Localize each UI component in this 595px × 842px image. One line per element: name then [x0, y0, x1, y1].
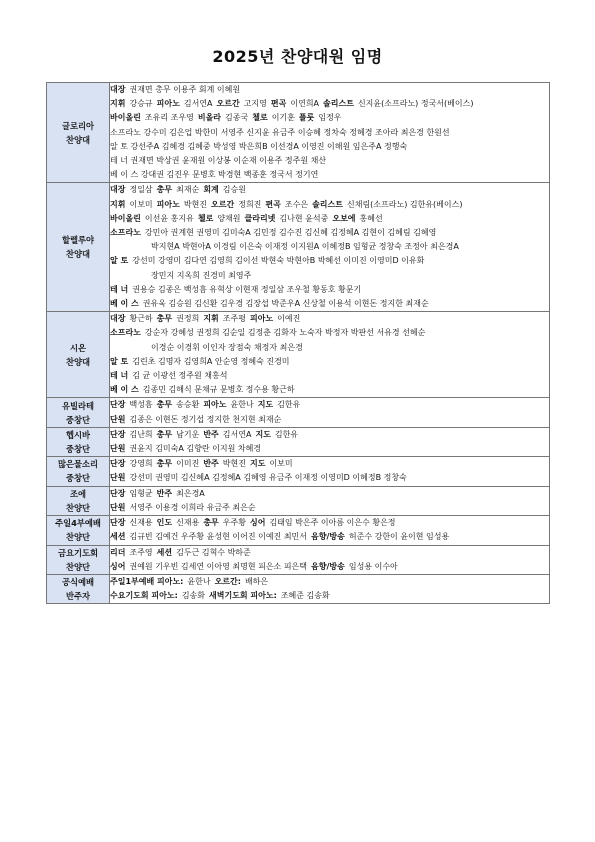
role-label: 베 이 스 — [110, 385, 139, 395]
group-members-cell — [110, 516, 550, 545]
group-name-text: 찬양단 — [65, 561, 91, 572]
member-names: 김린초 김명자 김영희A 안순영 정혜숙 진경미 — [132, 356, 290, 366]
role-label: 솔리스트 — [323, 99, 354, 109]
member-line — [110, 341, 549, 355]
role-label: 테 너 — [110, 284, 129, 294]
member-names: 김종은 이현돈 정기섭 정지한 천지현 최재순 — [129, 414, 282, 424]
member-names: 윤한나 — [187, 576, 211, 586]
member-names: 이연희A — [290, 99, 320, 109]
role-label: 싱어 — [249, 518, 266, 528]
group-name-cell — [47, 312, 110, 398]
member-names: 양채원 — [217, 213, 241, 223]
member-names: 박지현A 박현아A 이경림 이은숙 이재정 이지원A 이혜정B 임형균 정창숙 조정아 최은경A — [151, 242, 459, 252]
role-label: 지휘 — [110, 199, 126, 209]
member-names: 남기운 — [176, 429, 200, 439]
member-names: 김한유 — [274, 429, 299, 439]
member-names: 김한유 — [277, 400, 301, 410]
member-line — [110, 487, 549, 501]
group-members-cell — [110, 312, 550, 398]
member-names: 김규빈 김예건 우주황 윤성현 이어진 이예진 최민서 — [129, 532, 308, 542]
member-line — [110, 312, 549, 326]
group-members-cell — [110, 574, 550, 603]
member-names: 윤한나 — [230, 400, 254, 410]
member-names: 김난희 — [129, 429, 153, 439]
group-name-cell — [47, 516, 110, 545]
role-label: 총무 — [156, 314, 173, 324]
member-names: 임성용 이수아 — [348, 561, 398, 571]
role-label: 솔리스트 — [312, 199, 343, 209]
member-names: 배하은 — [244, 576, 269, 586]
group-members-cell — [110, 83, 550, 183]
member-line — [110, 398, 549, 412]
choir-group-row — [47, 486, 550, 515]
member-line — [110, 457, 549, 471]
choir-group-row — [47, 457, 550, 486]
member-names: 조주영 — [129, 547, 153, 557]
role-label: 첼로 — [197, 213, 214, 223]
group-name-cell — [47, 545, 110, 574]
member-line — [110, 183, 549, 197]
role-label: 싱어 — [110, 561, 126, 571]
member-names: 정일삼 — [129, 185, 153, 195]
group-name-text: 중창단 — [65, 473, 91, 484]
role-label: 소프라노 — [110, 328, 141, 338]
role-label: 소프라노 — [110, 228, 141, 238]
group-name-text: 찬양대 — [65, 134, 91, 145]
role-label: 음향/방송 — [311, 532, 345, 542]
member-line — [110, 254, 549, 268]
group-name-text: 반주자 — [65, 591, 91, 602]
member-names: 신지윤(소프라노) 정국서(베이스) — [357, 99, 474, 109]
group-name-cell — [47, 398, 110, 427]
member-names: 최재순 — [176, 185, 200, 195]
member-line — [110, 240, 549, 254]
role-label: 단원 — [110, 502, 126, 512]
role-label: 총무 — [156, 429, 173, 439]
member-names: 권유욱 김승원 김신환 김우경 김장섭 박준우A 신상철 이용석 이현돈 정지한 최재순 — [142, 299, 429, 309]
group-name-text: 찬양단 — [65, 532, 91, 543]
member-names: 강영희 — [129, 459, 153, 469]
role-label: 편곡 — [270, 99, 287, 109]
role-label: 세션 — [156, 547, 173, 557]
member-names: 김태임 박은주 이아름 이은수 황은정 — [269, 518, 396, 528]
member-line — [110, 226, 549, 240]
role-label: 베 이 스 — [110, 299, 139, 309]
role-label: 클라리넷 — [244, 213, 276, 223]
member-names: 최은경A — [176, 488, 205, 498]
member-names: 권용승 김종은 백성흠 유혁상 이현재 정일삼 조우철 황동호 황문기 — [132, 284, 362, 294]
group-name-text: 금요기도회 — [57, 547, 99, 558]
member-line — [110, 369, 549, 383]
group-name-cell — [47, 486, 110, 515]
role-label: 테 너 — [110, 371, 129, 381]
role-label: 수요기도회 피아노: — [110, 591, 178, 601]
member-line — [110, 383, 549, 397]
choir-group-row — [47, 545, 550, 574]
member-names: 박현진 — [183, 199, 208, 209]
role-label: 단장 — [110, 518, 126, 528]
role-label: 오르간: — [214, 576, 241, 586]
member-names: 김승원 — [222, 185, 246, 195]
member-line — [110, 326, 549, 340]
group-name-cell — [47, 427, 110, 456]
choir-group-row — [47, 398, 550, 427]
member-line — [110, 530, 549, 544]
role-label: 오르간 — [216, 99, 240, 109]
member-names: 강선미 권영미 김신혜A 김정혜A 김혜영 유금주 이재정 이영미D 이혜정B 정창숙 — [129, 473, 407, 483]
member-names: 송승환 — [176, 400, 200, 410]
member-names: 신재용 — [176, 518, 200, 528]
member-line — [110, 198, 549, 212]
choir-group-row — [47, 516, 550, 545]
role-label: 지도 — [249, 459, 266, 469]
role-label: 대장 — [110, 85, 126, 94]
role-label: 피아노 — [249, 314, 274, 324]
group-members-cell — [110, 427, 550, 456]
role-label: 단장 — [110, 429, 126, 439]
role-label: 플룻 — [298, 113, 315, 123]
member-line — [110, 269, 549, 283]
role-label: 주일1부예배 피아노: — [110, 576, 184, 586]
member-names: 강민아 권계현 권영미 김미숙A 김민정 김수진 김신혜 김정혜A 김현이 김혜림 김혜영 — [144, 228, 437, 238]
member-names: 이기훈 — [271, 113, 295, 123]
group-members-cell — [110, 183, 550, 312]
role-label: 바이올린 — [110, 213, 141, 223]
role-label: 새벽기도회 피아노: — [209, 591, 277, 601]
role-label: 리더 — [110, 547, 126, 557]
member-names: 베 이 스 강대권 김진우 문병호 박경현 백종훈 정국서 정기연 — [110, 170, 319, 180]
group-name-text: 할렐루야 — [61, 235, 95, 246]
role-label: 알 토 — [110, 256, 129, 266]
member-names: 이경순 이경휘 이인자 장점숙 채정자 최은경 — [151, 342, 303, 352]
member-names: 김송화 — [181, 591, 205, 601]
member-line — [110, 413, 549, 427]
member-names: 강승규 — [129, 99, 153, 109]
member-names: 권윤지 김미숙A 김향란 이지원 차혜경 — [129, 444, 262, 454]
role-label: 지휘 — [203, 314, 219, 324]
member-names: 허준수 강한이 윤이현 임성용 — [348, 532, 450, 542]
member-line — [110, 471, 549, 485]
group-name-text: 중창단 — [65, 444, 91, 455]
member-names: 김나현 윤석중 — [279, 213, 329, 223]
member-names: 이보미 — [269, 459, 293, 469]
member-names: 임형균 — [129, 488, 153, 498]
member-names: 이선윤 홍지유 — [144, 213, 194, 223]
group-name-text: 유빌라테 — [61, 400, 95, 411]
choir-group-row — [47, 183, 550, 312]
group-name-cell — [47, 83, 110, 183]
member-names: 김서연A — [222, 429, 252, 439]
group-members-cell — [110, 486, 550, 515]
member-names: 백성흠 — [129, 400, 153, 410]
member-line — [110, 428, 549, 442]
member-names: 테 너 권재면 박상권 윤재원 이상봉 이순재 이용주 정주원 채산 — [110, 156, 327, 166]
member-names: 이보미 — [129, 199, 153, 209]
role-label: 총무 — [156, 185, 173, 195]
member-line — [110, 283, 549, 297]
member-names: 조수은 — [284, 199, 309, 209]
member-names: 신채림(소프라노) 김한유(베이스) — [346, 199, 463, 209]
role-label: 오르간 — [211, 199, 235, 209]
group-members-cell — [110, 545, 550, 574]
role-label: 인도 — [156, 518, 173, 528]
role-label: 바이올린 — [110, 113, 141, 123]
member-line — [110, 212, 549, 226]
role-label: 반주 — [156, 488, 173, 498]
role-label: 단장 — [110, 488, 126, 498]
member-line — [110, 154, 549, 168]
choir-group-row — [47, 574, 550, 603]
role-label: 회계 — [203, 185, 219, 195]
group-name-text: 주일4부예배 — [55, 518, 101, 529]
group-name-cell — [47, 457, 110, 486]
role-label: 피아노 — [156, 99, 180, 109]
member-names: 권재면 총무 이용주 회계 이혜원 — [129, 85, 241, 94]
member-names: 강순자 강혜성 권정희 김순일 김정춘 김화자 노숙자 박정자 박판선 서유경 선혜순 — [144, 328, 426, 338]
member-names: 고지영 — [243, 99, 267, 109]
page-title: 2025년 찬양대원 임명 — [212, 47, 383, 66]
role-label: 피아노 — [156, 199, 180, 209]
member-names: 김서연A — [183, 99, 213, 109]
group-name-text: 공식예배 — [61, 577, 95, 588]
member-names: 김종민 김해식 문채규 문병호 정수용 황근하 — [142, 385, 295, 395]
member-names: 신재용 — [129, 518, 153, 528]
role-label: 알 토 — [110, 356, 129, 366]
role-label: 피아노 — [203, 400, 227, 410]
member-names: 우주황 — [222, 518, 246, 528]
member-line — [110, 297, 549, 311]
member-names: 김종국 — [225, 113, 249, 123]
role-label: 첼로 — [252, 113, 268, 123]
appointment-table — [46, 82, 550, 604]
member-line — [110, 501, 549, 515]
group-name-text: 찬양단 — [65, 502, 91, 513]
member-names: 장민지 지옥희 진경미 최영주 — [151, 270, 252, 280]
role-label: 비올라 — [197, 113, 222, 123]
role-label: 음향/방송 — [311, 561, 345, 571]
member-names: 권정희 — [176, 314, 200, 324]
group-name-text: 많은물소리 — [57, 459, 99, 470]
group-name-text: 글로리아 — [61, 120, 95, 131]
role-label: 단장 — [110, 459, 126, 469]
group-name-cell — [47, 183, 110, 312]
member-names: 정희진 — [238, 199, 262, 209]
member-line — [110, 575, 549, 589]
role-label: 오보에 — [332, 213, 356, 223]
role-label: 지휘 — [110, 99, 126, 109]
member-names: 황근하 — [129, 314, 153, 324]
member-names: 박현진 — [222, 459, 246, 469]
member-names: 강선미 강영미 김다연 김영희 김이선 박현숙 박현아B 박혜선 이미진 이영미D 이유화 — [132, 256, 425, 266]
role-label: 총무 — [156, 400, 173, 410]
role-label: 대장 — [110, 185, 126, 195]
role-label: 단장 — [110, 400, 126, 410]
member-names: 홍혜선 — [359, 213, 383, 223]
role-label: 대장 — [110, 314, 126, 324]
member-names: 김두근 김혁수 박하준 — [176, 547, 251, 557]
member-line — [110, 126, 549, 140]
group-name-text: 중창단 — [65, 414, 91, 425]
member-names: 조유리 조우영 — [144, 113, 194, 123]
group-name-text: 찬양대 — [65, 249, 91, 260]
member-line — [110, 560, 549, 574]
role-label: 편곡 — [265, 199, 281, 209]
member-names: 임정우 — [318, 113, 342, 123]
member-line — [110, 97, 549, 111]
member-line — [110, 355, 549, 369]
choir-group-row — [47, 427, 550, 456]
member-names: 조혜준 김송화 — [280, 591, 330, 601]
role-label: 총무 — [156, 459, 173, 469]
role-label: 지도 — [257, 400, 274, 410]
member-line — [110, 442, 549, 456]
choir-group-row — [47, 312, 550, 398]
member-names: 조주평 — [222, 314, 246, 324]
member-line — [110, 516, 549, 530]
group-members-cell — [110, 398, 550, 427]
member-names: 김 균 이광선 정주원 채홍석 — [132, 371, 228, 381]
role-label: 단원 — [110, 444, 126, 454]
role-label: 단원 — [110, 414, 126, 424]
role-label: 지도 — [255, 429, 271, 439]
group-name-text: 찬양대 — [65, 356, 91, 367]
member-line — [110, 140, 549, 154]
group-name-text: 시온 — [69, 342, 87, 353]
group-name-text: 조에 — [69, 488, 87, 499]
member-names: 소프라노 강수미 김은업 박한미 서영주 신지윤 유금주 이승혜 정차숙 정혜경 조아라 최은경 한원선 — [110, 127, 450, 137]
member-names: 서영주 이용경 이희라 유금주 최은순 — [129, 502, 256, 512]
group-name-cell — [47, 574, 110, 603]
member-line — [110, 589, 549, 603]
member-line — [110, 83, 549, 97]
member-line — [110, 546, 549, 560]
choir-group-row — [47, 83, 550, 183]
role-label: 총무 — [203, 518, 219, 528]
member-names: 알 토 강선주A 김혜경 김혜중 박성영 박은희B 이선경A 이영진 이해원 임은주A 정행숙 — [110, 141, 408, 151]
role-label: 세션 — [110, 532, 126, 542]
member-names: 권예원 기우빈 김세연 이아영 최명현 피은소 피은택 — [129, 561, 308, 571]
member-names: 이예진 — [277, 314, 301, 324]
member-names: 이미진 — [176, 459, 200, 469]
member-line — [110, 111, 549, 125]
group-name-text: 헵시바 — [65, 430, 91, 441]
group-members-cell — [110, 457, 550, 486]
role-label: 단원 — [110, 473, 126, 483]
role-label: 반주 — [203, 429, 219, 439]
member-line — [110, 168, 549, 182]
role-label: 반주 — [203, 459, 219, 469]
